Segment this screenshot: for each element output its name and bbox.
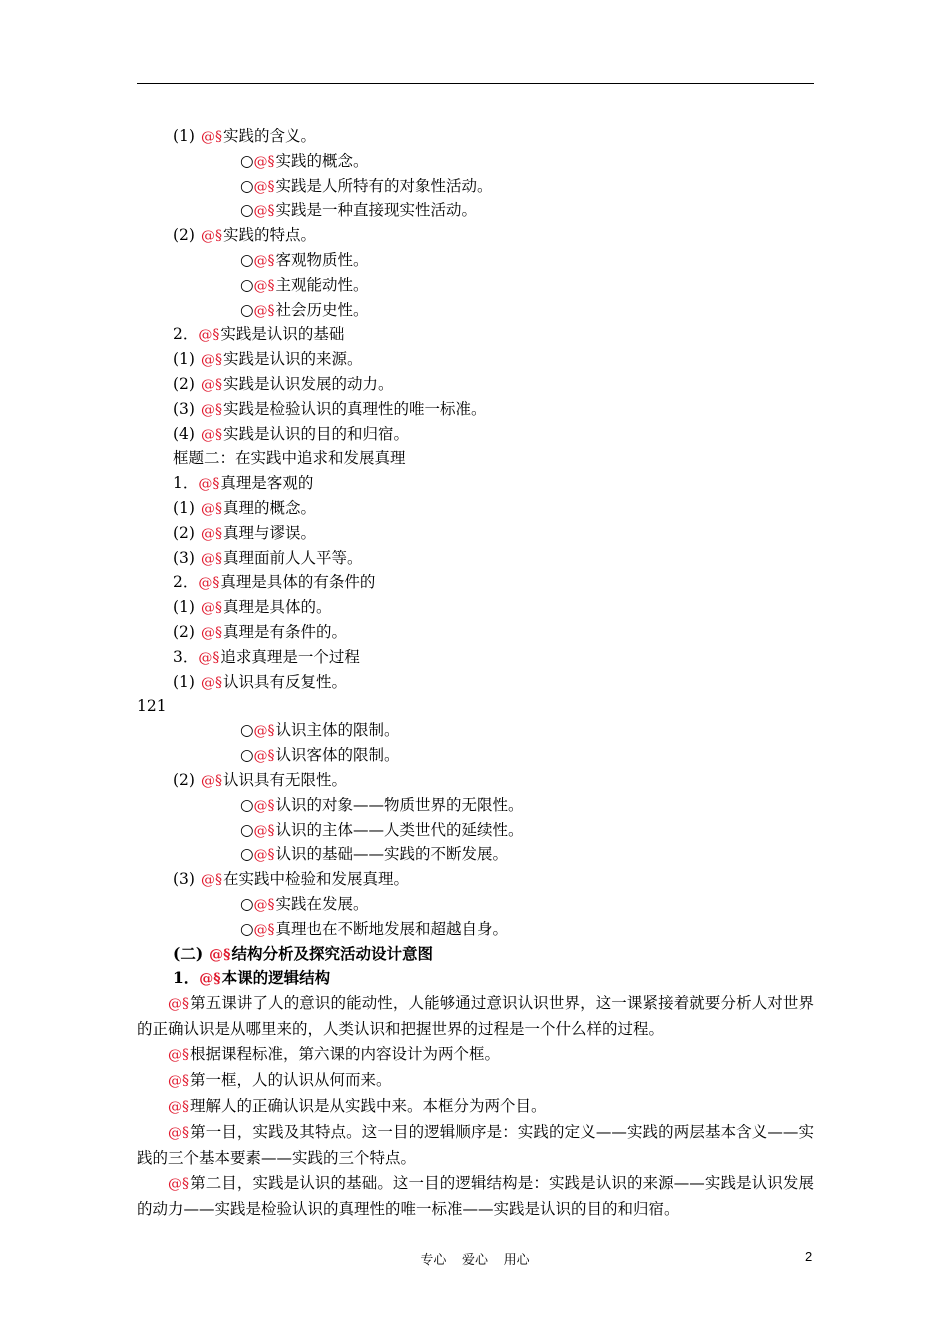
outline-line	[137, 768, 817, 793]
line-text: 认识主体的限制。	[275, 721, 400, 740]
line-prefix: (1)	[173, 598, 195, 617]
line-text: 结构分析及探究活动设计意图	[231, 943, 434, 963]
line-text: 实践是检验认识的真理性的唯一标准。	[222, 399, 487, 418]
marker-symbol: @§	[198, 327, 220, 344]
line-text: 实践是人所特有的对象性活动。	[275, 176, 493, 195]
marker-symbol: @§	[168, 1099, 189, 1116]
page-number: 2	[805, 1249, 813, 1264]
body-paragraph	[137, 991, 814, 1042]
marker-symbol: @§	[198, 575, 220, 592]
footer-item: 专心	[420, 1252, 447, 1267]
outline-line	[137, 570, 817, 595]
paragraph-text: 理解人的正确认识是从实践中来。本框分为两个目。	[190, 1097, 547, 1116]
line-prefix: ○	[240, 919, 254, 938]
marker-symbol: @§	[200, 872, 222, 889]
line-prefix: (1)	[173, 127, 195, 145]
line-text: 实践是认识的目的和归宿。	[222, 424, 409, 443]
line-text: 客观物质性。	[275, 250, 369, 269]
marker-symbol: @§	[200, 525, 222, 542]
line-prefix: ○	[240, 250, 254, 269]
outline-line	[137, 546, 817, 571]
marker-symbol: @§	[253, 153, 275, 170]
line-prefix: ○	[240, 721, 254, 740]
paragraph-text: 第一目，实践及其特点。这一目的逻辑顺序是：实践的定义——实践的两层基本含义——实践的三个基本要素——实践的三个特点。	[137, 1123, 814, 1168]
marker-symbol: @§	[200, 624, 222, 641]
line-prefix: ○	[240, 894, 254, 913]
marker-symbol: @§	[168, 1073, 189, 1090]
line-prefix: (1)	[173, 498, 195, 517]
marker-symbol: @§	[199, 971, 221, 988]
paragraph-block	[137, 991, 817, 1222]
marker-symbol: @§	[200, 550, 222, 567]
marker-symbol: @§	[200, 426, 222, 443]
line-prefix: ○	[240, 845, 254, 864]
outline-line	[137, 298, 817, 323]
line-text: 实践的概念。	[275, 151, 369, 170]
line-text: 真理也在不断地发展和超越自身。	[275, 919, 509, 938]
line-prefix: (2)	[173, 226, 195, 245]
marker-symbol: @§	[200, 772, 222, 789]
outline-line	[137, 670, 817, 695]
outline-line	[137, 446, 817, 471]
line-text: 追求真理是一个过程	[220, 647, 360, 666]
outline-line	[137, 124, 817, 149]
line-prefix: (2)	[173, 523, 195, 542]
outline-list	[137, 124, 817, 991]
line-text: 真理与谬误。	[222, 523, 316, 542]
line-text: 认识具有反复性。	[222, 672, 347, 691]
outline-line	[137, 842, 817, 867]
line-text: 认识客体的限制。	[275, 746, 400, 765]
line-text: 在实践中检验和发展真理。	[222, 870, 409, 889]
outline-line	[137, 372, 817, 397]
line-text: 认识的对象——物质世界的无限性。	[275, 795, 524, 814]
marker-symbol: @§	[253, 252, 275, 269]
outline-line	[137, 793, 817, 818]
line-text: 实践的特点。	[222, 226, 316, 245]
marker-symbol: @§	[200, 228, 222, 245]
line-prefix: 1．	[173, 474, 199, 493]
outline-line	[137, 718, 817, 743]
footer-item: 爱心	[461, 1252, 488, 1267]
line-text: 本课的逻辑结构	[221, 968, 331, 988]
marker-symbol: @§	[198, 649, 220, 666]
body-paragraph	[137, 1094, 814, 1120]
marker-symbol: @§	[200, 376, 222, 393]
outline-line	[137, 471, 817, 496]
line-prefix: ○	[240, 151, 254, 170]
marker-symbol: @§	[209, 946, 231, 963]
outline-line	[137, 223, 817, 248]
line-text: 认识的基础——实践的不断发展。	[275, 845, 509, 864]
page-content	[137, 124, 817, 1222]
line-text: 真理是具体的有条件的	[220, 573, 376, 592]
line-prefix: (1)	[173, 672, 195, 691]
marker-symbol: @§	[253, 302, 275, 319]
outline-line	[137, 174, 817, 199]
outline-line	[137, 347, 817, 372]
outline-line	[137, 867, 817, 892]
line-prefix: 3．	[173, 647, 199, 666]
outline-line	[137, 892, 817, 917]
outline-line	[137, 273, 817, 298]
marker-symbol: @§	[253, 723, 275, 740]
outline-line	[137, 322, 817, 347]
marker-symbol: @§	[253, 178, 275, 195]
paragraph-text: 第一框，人的认识从何而来。	[190, 1071, 392, 1090]
line-text: 主观能动性。	[275, 275, 369, 294]
marker-symbol: @§	[200, 352, 222, 369]
outline-line	[137, 422, 817, 447]
line-text: 真理的概念。	[222, 498, 316, 517]
body-paragraph	[137, 1042, 814, 1068]
line-prefix: (2)	[173, 374, 195, 393]
marker-symbol: @§	[198, 476, 220, 493]
marker-symbol: @§	[253, 797, 275, 814]
line-prefix: ○	[240, 820, 254, 839]
line-prefix: ○	[240, 795, 254, 814]
line-prefix: ○	[240, 176, 254, 195]
paragraph-text: 根据课程标准，第六课的内容设计为两个框。	[190, 1045, 501, 1064]
line-text: 实践在发展。	[275, 894, 369, 913]
footer-item: 用心	[503, 1252, 530, 1267]
line-text: 真理面前人人平等。	[222, 548, 363, 567]
outline-line	[137, 521, 817, 546]
marker-symbol: @§	[253, 822, 275, 839]
marker-symbol: @§	[168, 1047, 189, 1064]
line-text: 实践是认识的基础	[220, 325, 345, 344]
outline-line	[137, 595, 817, 620]
marker-symbol: @§	[253, 203, 275, 220]
line-text: 真理是有条件的。	[222, 622, 347, 641]
line-prefix: 2．	[173, 573, 199, 592]
outline-line	[137, 966, 817, 991]
line-text: 真理是客观的	[220, 474, 314, 493]
outline-line	[137, 645, 817, 670]
outline-line	[137, 248, 817, 273]
marker-symbol: @§	[253, 921, 275, 938]
body-paragraph	[137, 1120, 814, 1171]
outline-line	[137, 818, 817, 843]
line-prefix: (4)	[173, 424, 195, 443]
marker-symbol: @§	[168, 1176, 189, 1193]
line-prefix: 2．	[173, 325, 199, 344]
body-paragraph	[137, 1171, 814, 1222]
line-prefix: ○	[240, 201, 254, 220]
marker-symbol: @§	[253, 748, 275, 765]
line-prefix: ○	[240, 300, 254, 319]
line-prefix: ○	[240, 746, 254, 765]
outline-line	[137, 198, 817, 223]
line-prefix: (1)	[173, 350, 195, 369]
line-text: 实践是认识发展的动力。	[222, 374, 394, 393]
line-text: 认识的主体——人类世代的延续性。	[275, 820, 524, 839]
marker-symbol: @§	[253, 896, 275, 913]
outline-line	[137, 397, 817, 422]
outline-line	[137, 743, 817, 768]
line-prefix: (3)	[173, 548, 195, 567]
line-text: 框题二：在实践中追求和发展真理	[173, 449, 406, 468]
outline-line	[137, 496, 817, 521]
marker-symbol: @§	[253, 277, 275, 294]
body-paragraph	[137, 1068, 814, 1094]
paragraph-text: 第二目，实践是认识的基础。这一目的逻辑结构是：实践是认识的来源——实践是认识发展的动力——实践是检验认识的真理性的唯一标准——实践是认识的目的和归宿。	[137, 1174, 814, 1219]
paragraph-text: 第五课讲了人的意识的能动性，人能够通过意识认识世界，这一课紧接着就要分析人对世界的正确认识是从哪里来的，人类认识和把握世界的过程是一个什么样的过程。	[137, 994, 814, 1039]
line-prefix: (2)	[173, 622, 195, 641]
marker-symbol: @§	[200, 401, 222, 418]
line-prefix: (2)	[173, 770, 195, 789]
marker-symbol: @§	[168, 1125, 189, 1142]
outline-line	[137, 917, 817, 942]
line-text: 实践是一种直接现实性活动。	[275, 201, 478, 220]
outline-line	[137, 149, 817, 174]
line-text: 认识具有无限性。	[222, 770, 347, 789]
marker-symbol: @§	[200, 129, 222, 145]
marker-symbol: @§	[200, 500, 222, 517]
outline-line	[137, 942, 817, 967]
outline-line	[137, 620, 817, 645]
marker-symbol: @§	[168, 996, 189, 1013]
line-text: 社会历史性。	[275, 300, 369, 319]
marker-symbol: @§	[253, 847, 275, 864]
line-prefix: ○	[240, 275, 254, 294]
line-text: 真理是具体的。	[222, 598, 332, 617]
marker-symbol: @§	[200, 674, 222, 691]
line-prefix: (二)	[173, 943, 204, 963]
line-prefix: (3)	[173, 870, 195, 889]
marker-symbol: @§	[200, 600, 222, 617]
outline-line	[137, 694, 817, 718]
line-text: 121	[137, 697, 167, 716]
line-text: 实践是认识的来源。	[222, 350, 363, 369]
header-rule	[137, 83, 814, 84]
line-prefix: 1．	[173, 968, 200, 988]
line-text: 实践的含义。	[222, 127, 316, 145]
line-prefix: (3)	[173, 399, 195, 418]
